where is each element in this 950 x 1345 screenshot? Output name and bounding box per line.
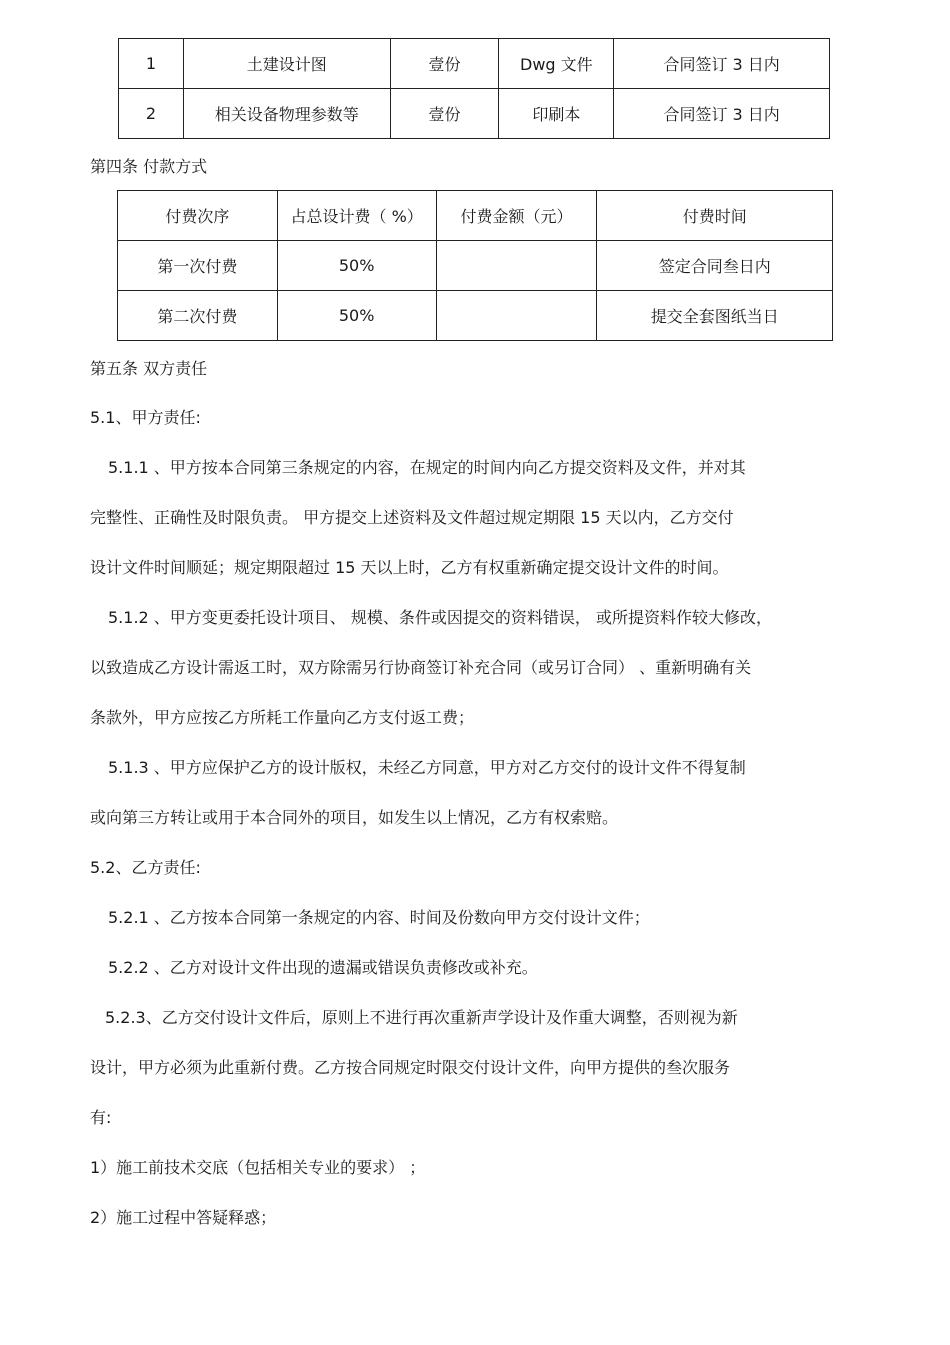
item-quantity: 壹份 bbox=[390, 39, 499, 89]
section-heading: 5.1、甲方责任: bbox=[90, 408, 201, 427]
payment-table bbox=[117, 190, 833, 341]
article-5-heading: 第五条 双方责任 bbox=[90, 359, 208, 378]
clause-line: 5.2.2 、乙方对设计文件出现的遗漏或错误负责修改或补充。 bbox=[108, 958, 538, 977]
clause-line: 5.1.2 、甲方变更委托设计项目、 规模、条件或因提交的资料错误， 或所提资料作较大修改， bbox=[108, 608, 772, 627]
deliverables-table bbox=[118, 38, 830, 139]
table-row bbox=[119, 39, 830, 89]
row-number: 1 bbox=[119, 39, 184, 89]
section-heading: 5.2、乙方责任: bbox=[90, 858, 201, 877]
payment-order: 第二次付费 bbox=[118, 291, 278, 341]
row-number: 2 bbox=[119, 89, 184, 139]
payment-percent: 50% bbox=[277, 291, 436, 341]
payment-order: 第一次付费 bbox=[118, 241, 278, 291]
clause-line: 完整性、正确性及时限负责。 甲方提交上述资料及文件超过规定期限 15 天以内，乙方交付 bbox=[90, 508, 734, 527]
list-item: 1）施工前技术交底（包括相关专业的要求） ； bbox=[90, 1158, 426, 1177]
item-quantity: 壹份 bbox=[390, 89, 499, 139]
clause-line: 条款外，甲方应按乙方所耗工作量向乙方支付返工费； bbox=[90, 708, 475, 727]
table-row bbox=[118, 241, 833, 291]
clause-line: 5.2.3、乙方交付设计文件后，原则上不进行再次重新声学设计及作重大调整，否则视为新 bbox=[105, 1008, 738, 1027]
clause-line: 有: bbox=[90, 1108, 112, 1127]
item-name: 土建设计图 bbox=[183, 39, 390, 89]
clause-line: 设计文件时间顺延；规定期限超过 15 天以上时，乙方有权重新确定提交设计文件的时间。 bbox=[90, 558, 729, 577]
payment-percent: 50% bbox=[277, 241, 436, 291]
clause-line: 或向第三方转让或用于本合同外的项目，如发生以上情况，乙方有权索赔。 bbox=[90, 808, 619, 827]
delivery-time: 合同签订 3 日内 bbox=[614, 39, 830, 89]
table-row bbox=[119, 89, 830, 139]
column-header: 付费时间 bbox=[597, 191, 833, 241]
table-header-row bbox=[118, 191, 833, 241]
clause-line: 5.1.3 、甲方应保护乙方的设计版权，未经乙方同意，甲方对乙方交付的设计文件不得复制 bbox=[108, 758, 746, 777]
column-header: 付费次序 bbox=[118, 191, 278, 241]
column-header: 付费金额（元） bbox=[436, 191, 597, 241]
clause-line: 5.1.1 、甲方按本合同第三条规定的内容，在规定的时间内向乙方提交资料及文件，并对其 bbox=[108, 458, 746, 477]
delivery-time: 合同签订 3 日内 bbox=[614, 89, 830, 139]
payment-amount bbox=[436, 291, 597, 341]
item-format: Dwg 文件 bbox=[499, 39, 614, 89]
table-row bbox=[118, 291, 833, 341]
payment-amount bbox=[436, 241, 597, 291]
item-format: 印刷本 bbox=[499, 89, 614, 139]
list-item: 2）施工过程中答疑释惑； bbox=[90, 1208, 277, 1227]
clause-line: 5.2.1 、乙方按本合同第一条规定的内容、时间及份数向甲方交付设计文件； bbox=[108, 908, 650, 927]
clause-line: 以致造成乙方设计需返工时，双方除需另行协商签订补充合同（或另订合同） 、重新明确有关 bbox=[90, 658, 752, 677]
item-name: 相关设备物理参数等 bbox=[183, 89, 390, 139]
payment-time: 提交全套图纸当日 bbox=[597, 291, 833, 341]
clause-line: 设计，甲方必须为此重新付费。乙方按合同规定时限交付设计文件，向甲方提供的叁次服务 bbox=[90, 1058, 731, 1077]
column-header: 占总设计费（ %） bbox=[277, 191, 436, 241]
article-4-heading: 第四条 付款方式 bbox=[90, 157, 208, 176]
payment-time: 签定合同叁日内 bbox=[597, 241, 833, 291]
